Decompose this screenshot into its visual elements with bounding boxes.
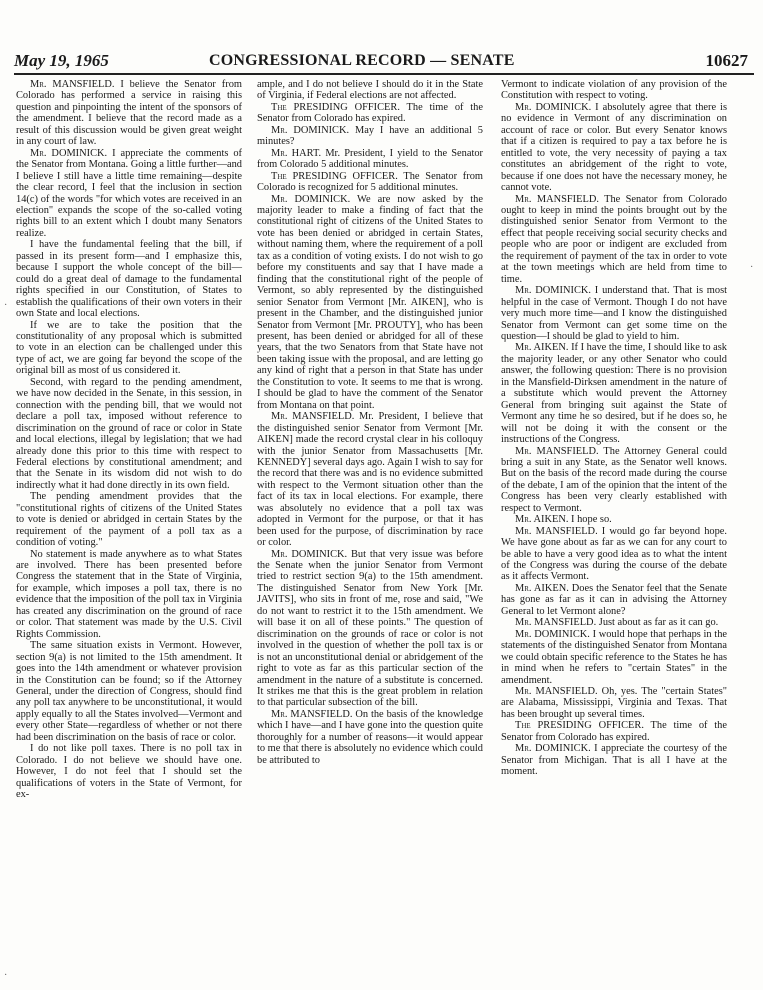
speaker-name: Mr. DOMINICK.: [271, 548, 348, 560]
paragraph: [501, 514, 727, 525]
paragraph-text: I do not like poll taxes. There is no poll tax in Colorado. I do not believe we should have one. However, I do not feel that I should set the qualifications of voters in the State of Vermont, for ex-: [16, 743, 242, 801]
paragraph: [16, 640, 242, 743]
speaker-name: Mr. MANSFIELD.: [30, 79, 115, 90]
speaker-name: Mr. MANSFIELD.: [515, 525, 598, 537]
paragraph: [501, 617, 727, 628]
paragraph: [257, 79, 483, 102]
paragraph: [16, 320, 242, 377]
paragraph-text: The same situation exists in Vermont. However, section 9(a) is not limited to the 15th amendment. It goes into the 14th amendment or whatever provision in the Constitution can be found; so if the Attorney General, under the direction of Congress, should find any poll tax anywhere to be unconstitutional, it would apply equally to all the States involved—Vermont and every other State—regardless of whether or not there had been discrimination on the basis of race or color.: [16, 640, 242, 743]
header-title: CONGRESSIONAL RECORD — SENATE: [209, 52, 515, 69]
paragraph-text: We are now asked by the majority leader to make a finding of fact that the constitutional right of citizens of the United States to vote has been denied or abridged in certain States, without naming them, where the requirement of a poll tax as a condition of voting exists. I do not wish to go before my constituents and say that I have made a finding that the constitutional right of the people of Vermont, so ably represented by the distinguished senior Senator from Vermont [Mr. AIKEN], who is present in the Chamber, and the distinguished junior Senator from Vermont [Mr. PROUTY], who has been present, has been denied or abridged for all of these years, that the two Senators from that State have not been taking issue with the proposal, and are letting go any kind of right that a person in that State has under the Constitution to vote. It seems to me that is wrong. I should be glad to have the comment of the Senator from Montana on that point.: [257, 193, 483, 411]
paragraph-text: The Senator from Colorado ought to keep in mind the points brought out by the distinguished senior Senator from Vermont to the effect that people receiving social security checks and people who are poor or indigent are excluded from the requirement of payment of the tax in order to vote at the town meetings which are held from time to time.: [501, 193, 727, 285]
paragraph: [501, 446, 727, 515]
paragraph-text: Mr. President, I yield to the Senator from Colorado 5 additional minutes.: [257, 147, 483, 171]
paragraph: [257, 171, 483, 194]
paragraph: [501, 720, 727, 743]
paragraph: [257, 148, 483, 171]
speaker-name: Mr. DOMINICK.: [271, 124, 350, 136]
margin-mark: ·: [4, 300, 8, 311]
margin-mark: ·: [750, 262, 754, 273]
speaker-name: Mr. MANSFIELD.: [515, 686, 598, 698]
paragraph-text: Oh, yes. The "certain States" are Alabama, Mississippi, Virginia and Texas. That has been brought up several times.: [501, 686, 727, 720]
paragraph: [501, 79, 727, 102]
paragraph-text: The Attorney General could bring a suit in any State, as the Senator well knows. But on the basis of the record made during the course of the debate, I am of the opinion that the intent of the Congress has been very clearly established with respect to Vermont.: [501, 445, 727, 514]
paragraph: [501, 629, 727, 686]
speaker-name: Mr. AIKEN.: [515, 582, 569, 594]
paragraph-text: The time of the Senator from Colorado has expired.: [501, 720, 727, 743]
paragraph-text: May I have an additional 5 minutes?: [257, 124, 484, 148]
speaker-name: Mr. HART.: [271, 147, 322, 159]
paragraph: [257, 411, 483, 548]
paragraph-text: If I have the time, I should like to ask the majority leader, or any other Senator who could answer, the following question: There is no provision in the Mansfield-Dirksen amendment in the nature of a substitute which would prevent the Attorney General from bringing suit against the State of Vermont any time he so desired, but if he does so, he will not be doing it with the consent or the instructions of the Congress.: [501, 342, 727, 446]
speaker-name: Mr. DOMINICK.: [30, 147, 108, 159]
speaker-name: The PRESIDING OFFICER.: [271, 101, 400, 113]
paragraph: [16, 239, 242, 319]
speaker-name: Mr. DOMINICK.: [515, 285, 592, 297]
paragraph-text: If we are to take the position that the constitutionality of any proposal which is submitted to vote in an election can be challenged under this type of act, we are going far beyond the scope of the original bill as most of us considered it.: [16, 319, 242, 377]
paragraph: [257, 549, 483, 709]
column-3: [501, 79, 727, 778]
paragraph-text: The Senator from Colorado is recognized for 5 additional minutes.: [257, 170, 484, 194]
paragraph: [257, 125, 483, 148]
paragraph-text: Just about as far as it can go.: [596, 617, 719, 629]
header-rule: [14, 73, 754, 75]
speaker-name: Mr. DOMINICK.: [515, 743, 591, 755]
speaker-name: Mr. MANSFIELD.: [515, 445, 599, 457]
margin-mark: ·: [4, 970, 8, 981]
speaker-name: The PRESIDING OFFICER.: [515, 720, 644, 732]
paragraph: [501, 194, 727, 286]
paragraph-text: No statement is made anywhere as to what States are involved. There has been presented before Congress the statement that in the State of Virginia, for example, which imposes a poll tax, there is no evidence that the imposition of the poll tax in Virginia has created any discrimination on the ground of race or color. That statement was made by the U.S. Civil Rights Commission.: [16, 548, 242, 640]
speaker-name: Mr. MANSFIELD.: [515, 617, 597, 629]
speaker-name: Mr. DOMINICK.: [515, 101, 592, 113]
paragraph: [501, 583, 727, 617]
paragraph-text: I hope so.: [568, 514, 612, 526]
paragraph-text: I appreciate the comments of the Senator from Montana. Going a little further—and I believe I still have a little time remaining—despite the clear record, I feel that the inclusion in section 14(c) of the words "for which votes are received in an election" expands the scope of the so-called voting rights bill to an extent which I doubt many Senators realize.: [16, 147, 242, 239]
header-date: May 19, 1965: [14, 51, 109, 70]
paragraph-text: The pending amendment provides that the "constitutional rights of citizens of the United States to vote is denied or abridged in certain States by the requirement of the payment of a poll tax as a condition of voting.": [16, 491, 242, 549]
speaker-name: Mr. AIKEN.: [515, 342, 569, 354]
speaker-name: Mr. MANSFIELD.: [515, 193, 599, 205]
column-1: [16, 79, 242, 801]
paragraph-text: Does the Senator feel that the Senate has gone as far as it can in advising the Attorney General to let Vermont alone?: [501, 582, 727, 617]
speaker-name: Mr. DOMINICK.: [515, 628, 590, 640]
paragraph-text: ample, and I do not believe I should do it in the State of Virginia, if Federal elections are not affected.: [257, 79, 483, 102]
paragraph: [501, 686, 727, 720]
paragraph: [501, 743, 727, 777]
paragraph: [16, 377, 242, 492]
paragraph: [16, 491, 242, 548]
paragraph-text: I have the fundamental feeling that the bill, if passed in its present form—and I emphasize this, because I support the whole concept of the bill—could do a great deal of damage to the fundamental rights specified in our Constitution, of States to establish the qualifications of their own voters in their own State and local elections.: [16, 239, 242, 320]
paragraph-text: Vermont to indicate violation of any provision of the Constitution with respect to voting.: [501, 79, 727, 102]
text-columns: [16, 79, 754, 959]
paragraph-text: I appreciate the courtesy of the Senator from Michigan. That is all I have at the moment.: [501, 743, 727, 778]
paragraph: [501, 342, 727, 445]
paragraph: [257, 102, 483, 125]
paragraph: [501, 285, 727, 342]
speaker-name: Mr. DOMINICK.: [271, 193, 351, 205]
column-2: [257, 79, 483, 766]
speaker-name: Mr. MANSFIELD.: [271, 708, 353, 720]
paragraph: [16, 79, 242, 148]
speaker-name: The PRESIDING OFFICER.: [271, 170, 398, 182]
paragraph: [16, 549, 242, 641]
paragraph: [257, 194, 483, 412]
paragraph: [16, 743, 242, 800]
speaker-name: Mr. MANSFIELD.: [271, 411, 355, 423]
paragraph-text: I would go far beyond hope. We have gone about as far as we can for any court to be able to have a very good idea as to what the intent of the Congress was during the course of the debate as it affects Vermont.: [501, 525, 727, 583]
paragraph-text: I understand that. That is most helpful in the case of Vermont. Though I do not have very much more time—and I know the distinguished Senator from Vermont can get some time on the question—I should be glad to yield to him.: [501, 285, 728, 342]
paragraph-text: I would hope that perhaps in the statements of the distinguished Senator from Montana we could obtain specific reference to the States he has in mind when he refers to "certain States" in the amendment.: [501, 628, 727, 686]
paragraph-text: But that very issue was before the Senate when the junior Senator from Vermont tried to restrict section 9(a) to the 15th amendment. The distinguished Senator from New York [Mr. JAVITS], who sits in front of me, rose and said, "We do not want to restrict it to the 15th amendment. We will base it on all of these points." The question of discrimination on the grounds of race or color is not involved in the question of whether the poll tax is or is not an unconstitutional denial or abridgement of the right to vote as far as this particular section of the amendment in the nature of a substitute is concerned. It strikes me that this is the great problem in relation to that particular subsection of the bill.: [257, 548, 483, 709]
paragraph-text: Second, with regard to the pending amendment, we have now decided in the Senate, in this session, in connection with the pending bill, that we would not declare a poll tax, imposed without reference to discrimination on the ground of race or color in State and local elections, illegal by legislation; that we had already done this prior to this time with respect to Federal elections by constitutional amendment; and that the Senate in its wisdom did not wish to do indirectly what it had done directly in its own field.: [16, 376, 242, 491]
paragraph: [257, 709, 483, 766]
paragraph: [501, 526, 727, 583]
page-header: [14, 50, 754, 74]
speaker-name: Mr. AIKEN.: [515, 514, 569, 526]
paragraph-text: On the basis of the knowledge which I have—and I have gone into the question quite thoroughly for a number of reasons—it would appear to me that there is absolutely no evidence which could be attributed to: [257, 708, 483, 766]
paragraph-text: The time of the Senator from Colorado has expired.: [257, 101, 483, 125]
paragraph-text: I absolutely agree that there is no evidence in Vermont of any discrimination on account of race or color. But every Senator knows that if a citizen is required to pay a tax before he is entitled to vote, the very necessity of paying a tax constitutes an abridgement of the right to vote, because if one does not have the necessary money, he cannot vote.: [501, 101, 727, 194]
paragraph: [501, 102, 727, 194]
paragraph: [16, 148, 242, 240]
header-page-number: 10627: [705, 51, 748, 70]
paragraph-text: I believe the Senator from Colorado has performed a service in raising this question and pinpointing the intent of the sponsors of the amendment. I believe that the record made as a result of this discussion would be given great weight in any court of law.: [16, 79, 242, 148]
paragraph-text: Mr. President, I believe that the distinguished senior Senator from Vermont [Mr. AIKEN] made the record crystal clear in his colloquy with the junior Senator from Massachusetts [Mr. KENNEDY] several days ago. Again I wish to say for the record that there was and is no evidence submitted with respect to the Vermont situation other than the fact of its tax in local elections. For example, there was absolutely no evidence that a poll tax was adopted in Vermont for the purpose, or that it has been used for the purpose, of discrimination by race or color.: [257, 411, 483, 549]
